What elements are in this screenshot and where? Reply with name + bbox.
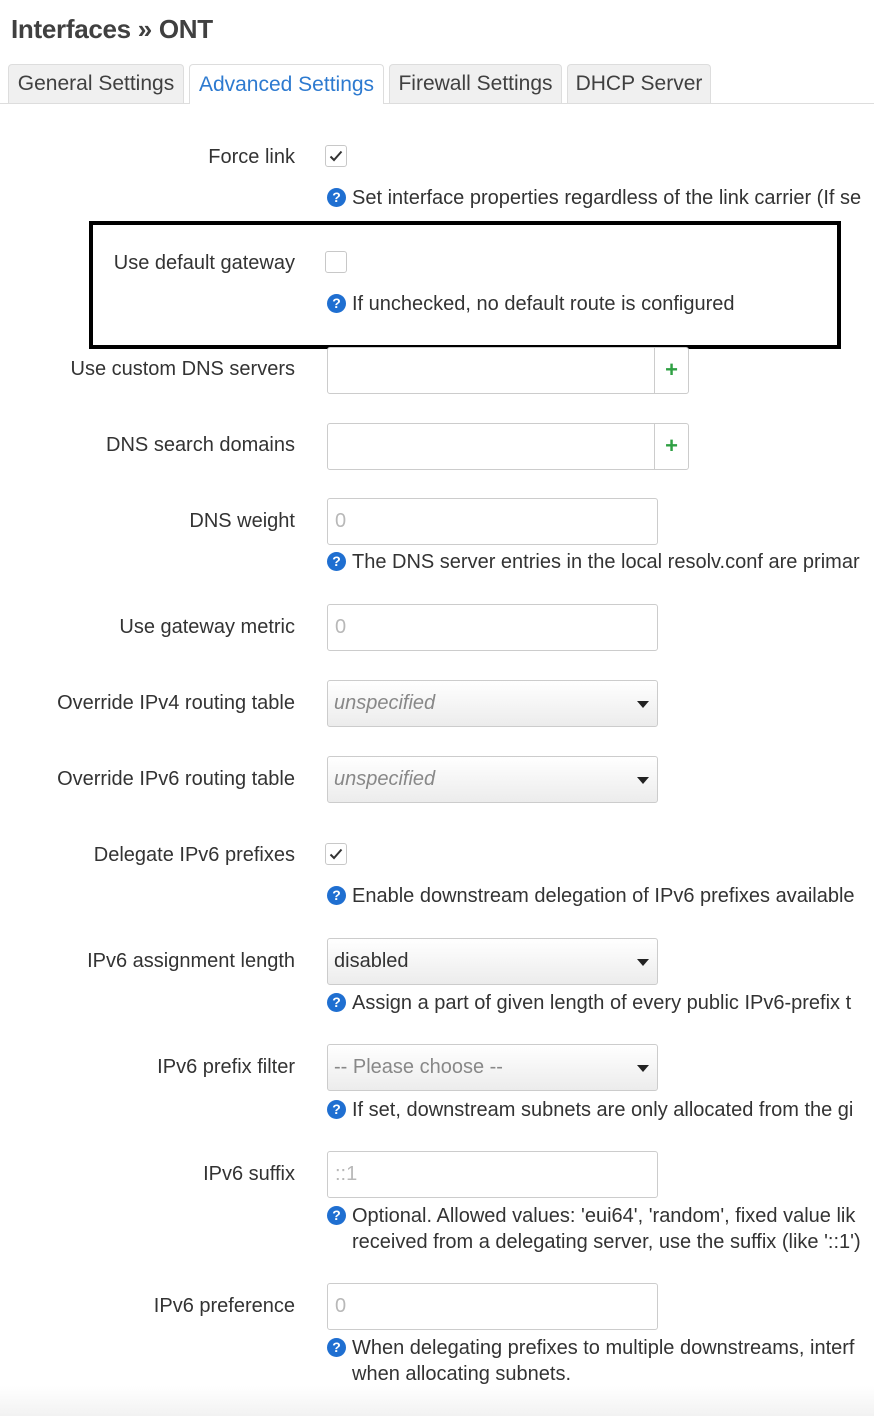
default-gateway-label: Use default gateway — [113, 252, 295, 274]
question-circle-icon: ? — [327, 294, 346, 313]
question-circle-icon: ? — [327, 886, 346, 905]
question-circle-icon: ? — [327, 1206, 346, 1225]
tab-divider — [0, 103, 874, 104]
force-link-label: Force link — [208, 146, 295, 168]
dns-search-input[interactable] — [328, 424, 656, 469]
caret-down-icon — [637, 777, 649, 784]
dns-weight-help — [327, 549, 860, 575]
prefix-filter-help-text: If set, downstream subnets are only allocated from the gi — [352, 1099, 854, 1121]
default-gateway-help — [327, 291, 734, 317]
delegate-prefixes-checkbox[interactable] — [325, 843, 347, 865]
question-circle-icon: ? — [327, 188, 346, 207]
ipv4-table-select[interactable] — [327, 680, 658, 727]
default-gateway-help-text: If unchecked, no default route is configured — [352, 293, 735, 315]
gateway-metric-label: Use gateway metric — [119, 616, 295, 638]
ipv6-preference-input[interactable]: 0 — [327, 1283, 658, 1330]
prefix-filter-help — [327, 1097, 853, 1123]
gateway-metric-input[interactable]: 0 — [327, 604, 658, 651]
custom-dns-label: Use custom DNS servers — [70, 358, 295, 380]
highlight-box — [89, 221, 841, 349]
ipv4-table-selected: unspecified — [334, 692, 436, 714]
ipv6-suffix-help-line1: Optional. Allowed values: 'eui64', 'random', fixed value lik — [352, 1205, 856, 1227]
dns-search-list — [327, 423, 689, 470]
checkmark-icon — [329, 150, 343, 162]
checkmark-icon — [329, 848, 343, 860]
dns-weight-label: DNS weight — [189, 510, 295, 532]
question-circle-icon: ? — [327, 1100, 346, 1119]
prefix-filter-label: IPv6 prefix filter — [157, 1056, 295, 1078]
question-circle-icon: ? — [327, 1338, 346, 1357]
caret-down-icon — [637, 959, 649, 966]
force-link-help-text: Set interface properties regardless of the link carrier (If se — [352, 187, 862, 209]
ipv6-table-selected: unspecified — [334, 768, 436, 790]
assignment-length-label: IPv6 assignment length — [87, 950, 295, 972]
add-search-domain-button[interactable]: + — [654, 424, 688, 469]
default-gateway-checkbox[interactable] — [325, 251, 347, 273]
caret-down-icon — [637, 1065, 649, 1072]
bottom-fade — [0, 1386, 874, 1416]
delegate-prefixes-help — [327, 883, 855, 909]
dns-weight-input[interactable]: 0 — [327, 498, 658, 545]
delegate-prefixes-label: Delegate IPv6 prefixes — [93, 844, 295, 866]
custom-dns-input[interactable] — [328, 348, 656, 393]
caret-down-icon — [637, 701, 649, 708]
ipv4-table-label: Override IPv4 routing table — [57, 692, 295, 714]
ipv6-suffix-input[interactable]: ::1 — [327, 1151, 658, 1198]
assignment-length-select[interactable] — [327, 938, 658, 985]
tab-dhcp-server[interactable]: DHCP Server — [567, 64, 711, 103]
question-circle-icon: ? — [327, 552, 346, 571]
ipv6-suffix-help-line2: received from a delegating server, use the suffix (like '::1') — [352, 1231, 861, 1253]
force-link-checkbox[interactable] — [325, 145, 347, 167]
dns-weight-help-text: The DNS server entries in the local resolv.conf are primar — [352, 551, 860, 573]
prefix-filter-selected: -- Please choose -- — [334, 1056, 503, 1078]
assignment-length-help — [327, 990, 851, 1016]
page-title: Interfaces » ONT — [11, 14, 213, 44]
prefix-filter-select[interactable] — [327, 1044, 658, 1091]
add-dns-server-button[interactable]: + — [654, 348, 688, 393]
tab-firewall-settings[interactable]: Firewall Settings — [389, 64, 562, 103]
delegate-prefixes-help-text: Enable downstream delegation of IPv6 prefixes available — [352, 885, 855, 907]
ipv6-table-label: Override IPv6 routing table — [57, 768, 295, 790]
tab-advanced-settings[interactable]: Advanced Settings — [189, 64, 384, 104]
ipv6-suffix-label: IPv6 suffix — [203, 1163, 295, 1185]
tab-general-settings[interactable]: General Settings — [8, 64, 184, 103]
ipv6-preference-help — [327, 1335, 854, 1361]
ipv6-preference-label: IPv6 preference — [153, 1295, 295, 1317]
assignment-length-selected: disabled — [334, 950, 409, 972]
tab-bar — [0, 64, 874, 104]
ipv6-table-select[interactable] — [327, 756, 658, 803]
custom-dns-list — [327, 347, 689, 394]
assignment-length-help-text: Assign a part of given length of every public IPv6-prefix t — [352, 992, 852, 1014]
force-link-help — [327, 185, 861, 211]
ipv6-suffix-help — [327, 1203, 855, 1229]
ipv6-preference-help-line2: when allocating subnets. — [352, 1363, 572, 1385]
ipv6-preference-help-line1: When delegating prefixes to multiple downstreams, interf — [352, 1337, 855, 1359]
question-circle-icon: ? — [327, 993, 346, 1012]
dns-search-label: DNS search domains — [106, 434, 295, 456]
